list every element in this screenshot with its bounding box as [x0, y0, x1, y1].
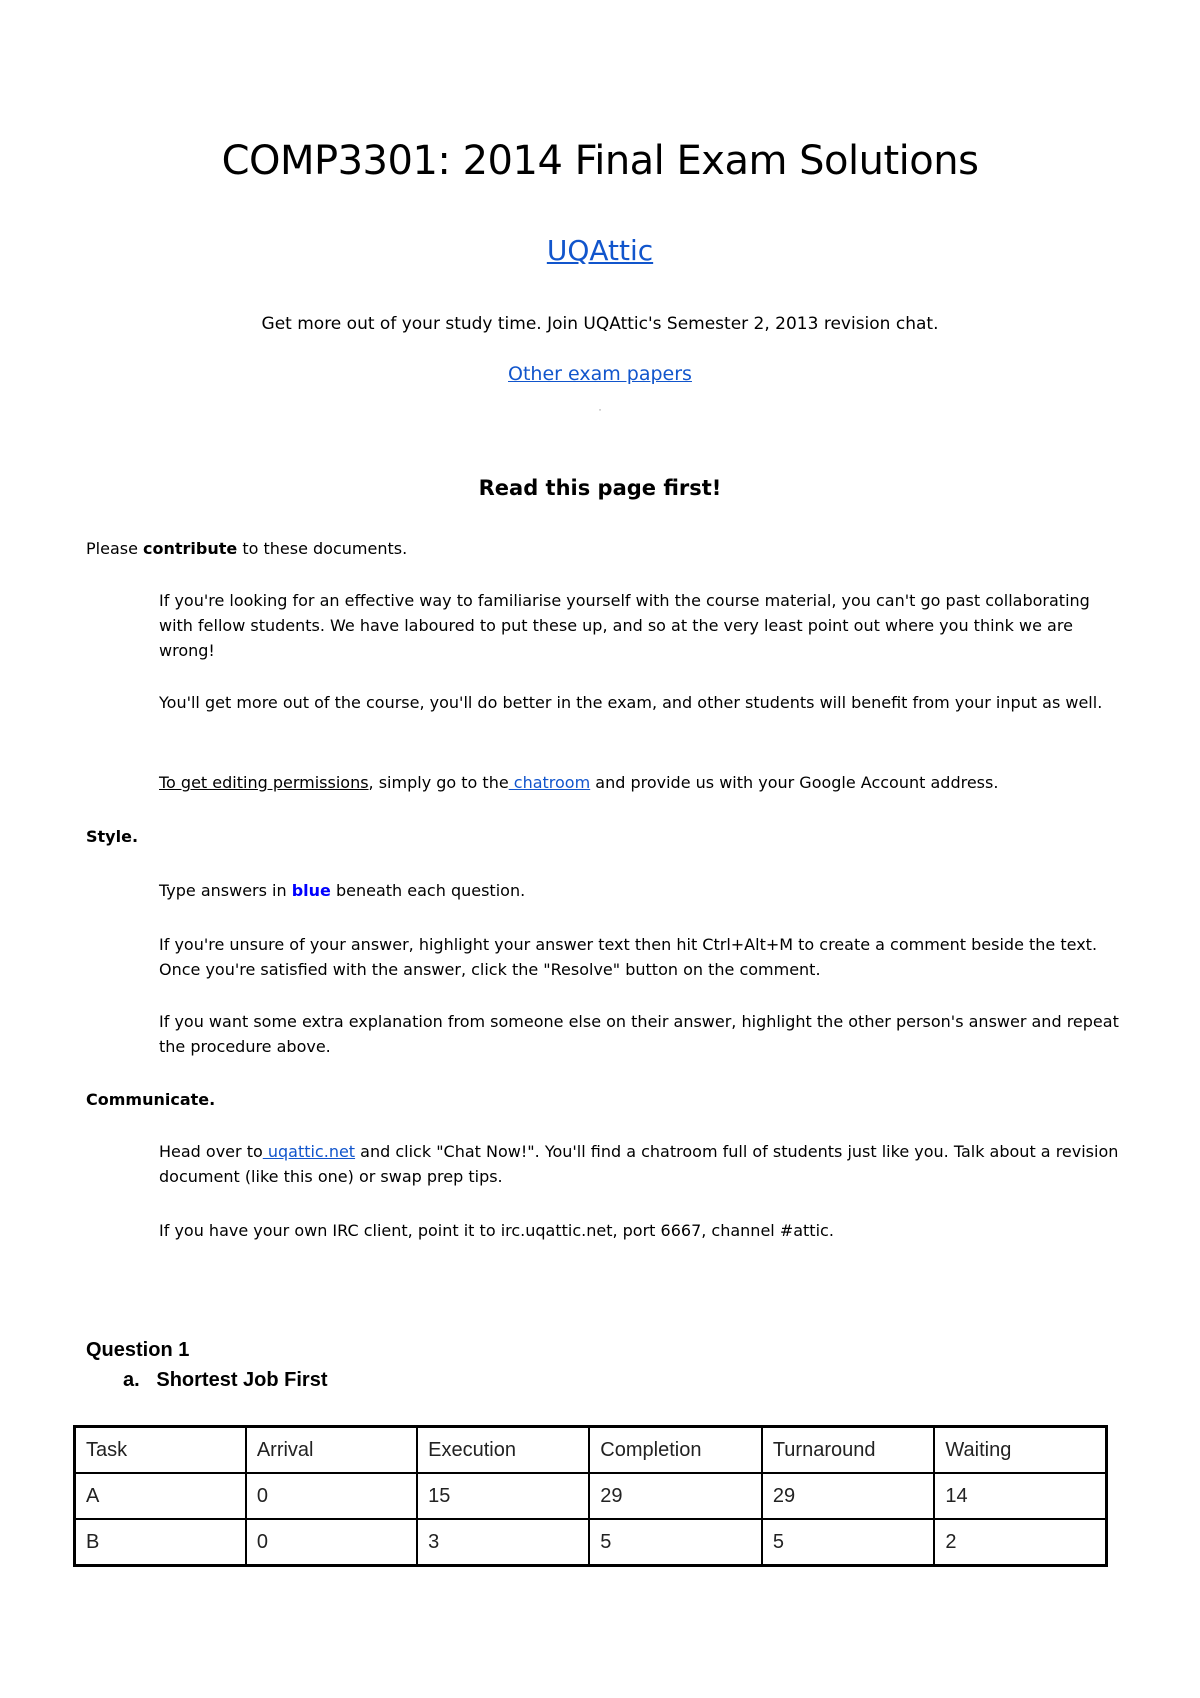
table-header-cell: Turnaround — [762, 1427, 935, 1474]
table-row — [75, 1473, 1107, 1519]
question-1-heading: Question 1 — [86, 1339, 190, 1361]
communicate-prefix: Head over to — [159, 1142, 263, 1161]
blue-word: blue — [291, 881, 331, 900]
table-row — [75, 1519, 1107, 1566]
table-header-cell: Waiting — [934, 1427, 1106, 1474]
table-cell: 3 — [417, 1519, 589, 1566]
table-header-cell: Completion — [589, 1427, 762, 1474]
page-title: COMP3301: 2014 Final Exam Solutions — [221, 138, 979, 184]
tagline: Get more out of your study time. Join UQAttic's Semester 2, 2013 revision chat. — [261, 314, 939, 334]
communicate-paragraph-2: If you have your own IRC client, point it to irc.uqattic.net, port 6667, channel #attic. — [159, 1221, 834, 1240]
style-heading: Style. — [86, 827, 139, 846]
table-header-cell: Execution — [417, 1427, 589, 1474]
table-cell: 5 — [589, 1519, 762, 1566]
contribute-suffix: to these documents. — [237, 539, 408, 558]
table-cell: 15 — [417, 1473, 589, 1519]
style-paragraph-3: If you want some extra explanation from someone else on their answer, highlight the other person's answer and repeat the procedure above. — [159, 1012, 1119, 1056]
tick-mark: ' — [599, 408, 601, 417]
permissions-mid: , simply go to the — [368, 773, 509, 792]
permissions-end: and provide us with your Google Account address. — [590, 773, 999, 792]
contribute-paragraph-2: You'll get more out of the course, you'll do better in the exam, and other students will benefit from your input as well. — [159, 693, 1103, 712]
sjf-table — [73, 1425, 1108, 1567]
table-cell: 29 — [762, 1473, 935, 1519]
other-exam-papers-link[interactable]: Other exam papers — [508, 363, 692, 385]
contribute-bold: contribute — [143, 539, 238, 558]
table-cell: B — [75, 1519, 246, 1566]
table-cell: 14 — [934, 1473, 1106, 1519]
question-1-part-a: a. Shortest Job First — [123, 1369, 328, 1391]
style-line-1-suffix: beneath each question. — [330, 881, 526, 900]
table-header-row — [75, 1427, 1107, 1474]
chatroom-link[interactable]: chatroom — [508, 773, 591, 792]
table-cell: 5 — [762, 1519, 935, 1566]
communicate-heading: Communicate. — [86, 1090, 216, 1109]
uqattic-link[interactable]: UQAttic — [546, 234, 654, 267]
style-line-1 — [159, 878, 1119, 903]
uqattic-net-link[interactable]: uqattic.net — [262, 1142, 356, 1161]
style-line-1-prefix: Type answers in — [159, 881, 292, 900]
contribute-paragraph-1: If you're looking for an effective way to familiarise yourself with the course material, you can't go past collaborating with fellow students. We have laboured to put these up, and so at the very least point out where you think we are wrong! — [159, 591, 1090, 660]
contribute-prefix: Please — [86, 539, 144, 558]
table-cell: 29 — [589, 1473, 762, 1519]
read-first-heading: Read this page first! — [478, 476, 722, 500]
table-header-cell: Task — [75, 1427, 246, 1474]
communicate-paragraph-1 — [159, 1139, 1119, 1189]
contribute-line — [86, 536, 407, 561]
editing-permissions-link[interactable]: To get editing permissions — [159, 773, 369, 792]
table-cell: 2 — [934, 1519, 1106, 1566]
table-cell: 0 — [246, 1473, 417, 1519]
style-paragraph-2: If you're unsure of your answer, highlight your answer text then hit Ctrl+Alt+M to create a comment beside the text. Once you're satisfied with the answer, click the "Resolve" button on the comment. — [159, 935, 1098, 979]
table-header-cell: Arrival — [246, 1427, 417, 1474]
permissions-line — [159, 770, 1119, 795]
table-cell: A — [75, 1473, 246, 1519]
communicate-suffix: and click "Chat Now!". You'll find a chatroom full of students just like you. Talk about a revision document (like this one) or swap prep tips. — [159, 1142, 1119, 1186]
table-cell: 0 — [246, 1519, 417, 1566]
